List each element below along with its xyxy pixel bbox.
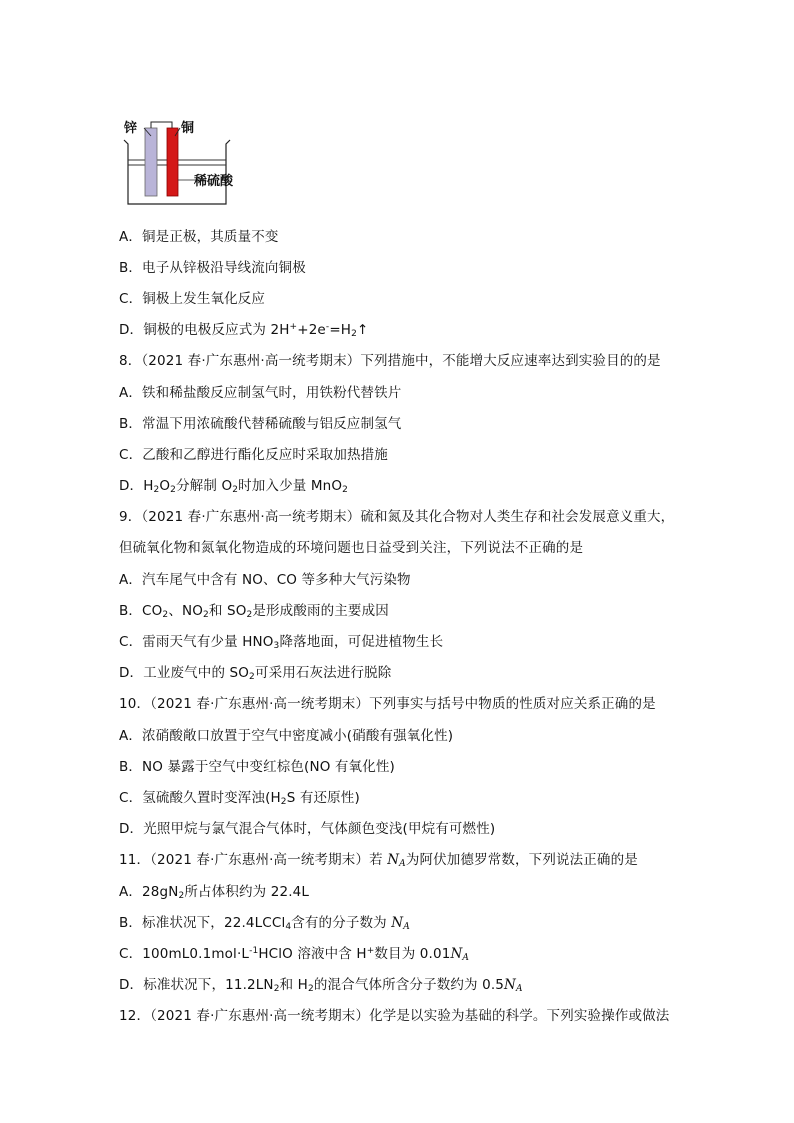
galvanic-cell-figure (118, 112, 243, 210)
q10-stem: 10．（2021 春·广东惠州·高一统考期末）下列事实与括号中物质的性质对应关系正确的是 (119, 696, 656, 712)
q8-option-d: D．$H_2O_2$分解制 $O_2$时加入少量 MnO$_2$ (119, 478, 348, 495)
q10-option-d: D．光照甲烷与氯气混合气体时，气体颜色变浅(甲烷有可燃性) (119, 821, 496, 837)
q11-option-a: A．$28gN_2$所占体积约为 22.4L (119, 884, 310, 901)
q11-option-d: D．标准状况下，$11.2LN_2$和 $H_2$的混合气体所含分子数约为 $0.5N_A$ (119, 977, 523, 994)
q10-option-a: A．浓硝酸敞口放置于空气中密度减小(硝酸有强氧化性) (119, 728, 454, 744)
q11-option-b: B．标准状况下，22.4LCCl$_4$含有的分子数为 $N_A$ (119, 915, 410, 932)
acid-label: 稀硫酸 (194, 174, 234, 189)
q8-stem: 8．（2021 春·广东惠州·高一统考期末）下列措施中，不能增大反应速率达到实验目的的是 (119, 353, 661, 369)
zinc-label: 锌 (124, 121, 138, 136)
q9-option-d: D．工业废气中的 $SO_2$可采用石灰法进行脱除 (119, 665, 392, 682)
q8-option-b: B．常温下用浓硫酸代替稀硫酸与铝反应制氢气 (119, 416, 402, 432)
copper-electrode (167, 128, 178, 196)
q10-option-c: C．氢硫酸久置时变浑浊($H_2S$ 有还原性) (119, 790, 360, 807)
q9-stem-line1: 9．（2021 春·广东惠州·高一统考期末）硫和氮及其化合物对人类生存和社会发展意义重大， (119, 509, 675, 525)
q8-option-c: C．乙酸和乙醇进行酯化反应时采取加热措施 (119, 447, 388, 463)
q9-option-b: B．$CO_2$、$NO_2$和 $SO_2$是形成酸雨的主要成因 (119, 603, 389, 620)
zinc-electrode (145, 128, 157, 196)
q9-option-c: C．雷雨天气有少量 $HNO_3$降落地面，可促进植物生长 (119, 634, 444, 651)
wire (151, 122, 172, 128)
copper-label: 铜 (181, 121, 195, 136)
q7-option-b: B．电子从锌极沿导线流向铜极 (119, 260, 306, 276)
q8-option-a: A．铁和稀盐酸反应制氢气时，用铁粉代替铁片 (119, 385, 402, 401)
q7-option-a: A．铜是正极，其质量不变 (119, 229, 279, 245)
q9-option-a: A．汽车尾气中含有 NO、CO 等多种大气污染物 (119, 572, 411, 588)
q10-option-b: B．NO 暴露于空气中变红棕色(NO 有氧化性) (119, 759, 395, 775)
q11-stem: 11．（2021 春·广东惠州·高一统考期末）若 $N_A$为阿伏加德罗常数，下列说法正确的是 (119, 852, 638, 869)
q12-stem: 12．（2021 春·广东惠州·高一统考期末）化学是以实验为基础的科学。下列实验操作或做法 (119, 1008, 670, 1024)
q11-option-c: C．$100mL0.1mol\cdot L^{-1}HClO$ 溶液中含 H+数目为 $0.01N_A$ (119, 946, 470, 963)
q9-stem-line2: 但硫氧化物和氮氧化物造成的环境问题也日益受到关注，下列说法不正确的是 (119, 540, 584, 556)
q7-option-d: D．铜极的电极反应式为 $2H^++2e^-=H_2↑$ (119, 322, 369, 339)
q7-option-c: C．铜极上发生氧化反应 (119, 291, 266, 307)
